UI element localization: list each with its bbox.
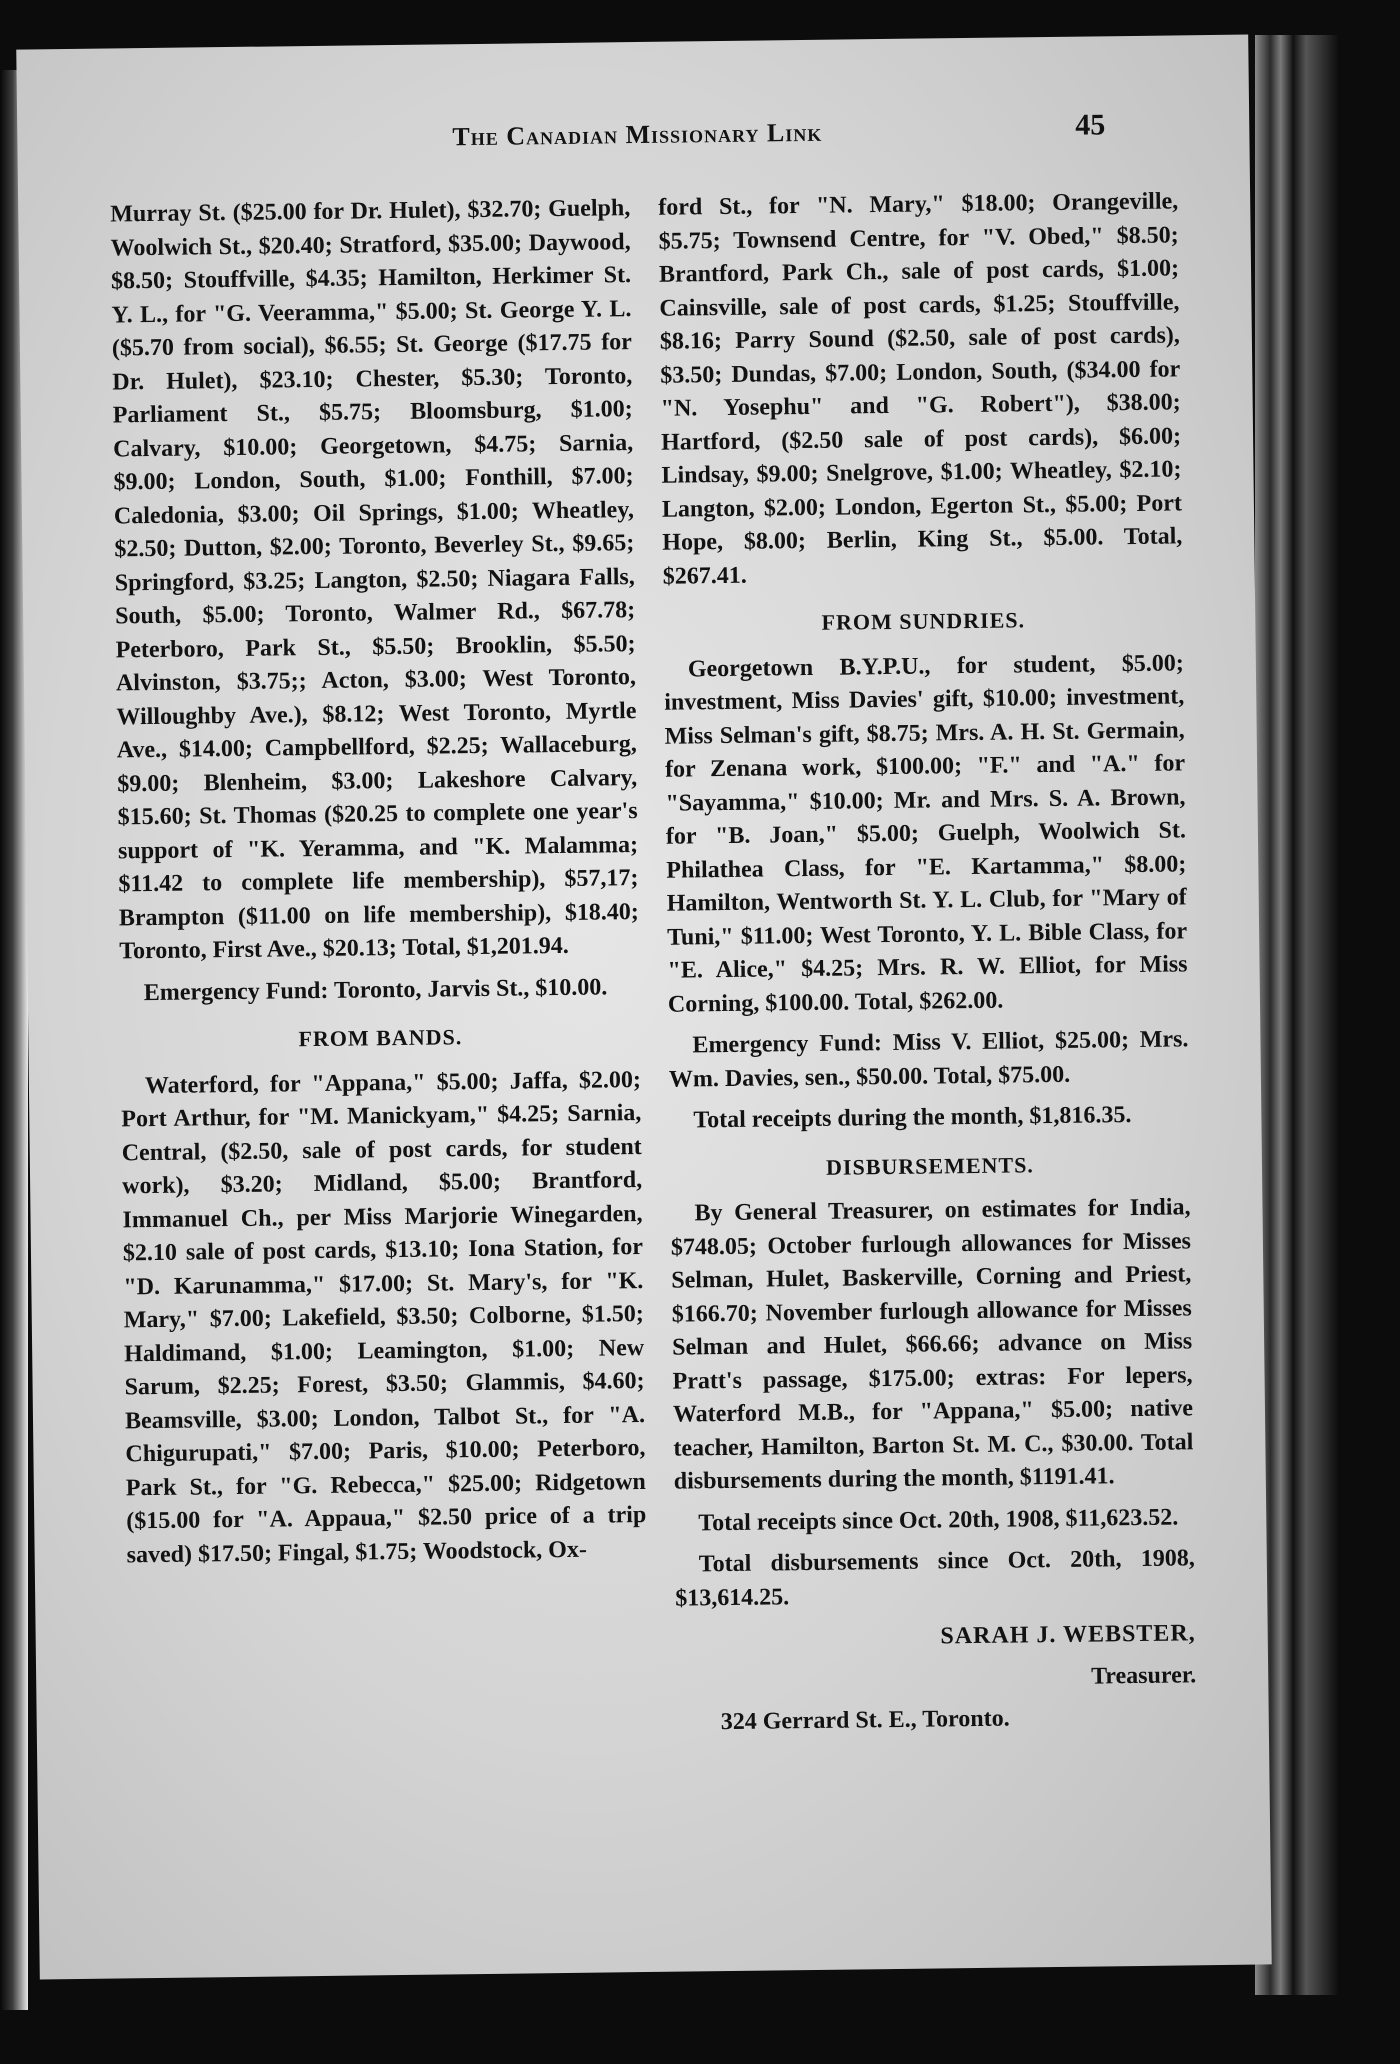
sundries-emergency-paragraph: Emergency Fund: Miss V. Elliot, $25.00; Mrs. Wm. Davies, sen., $50.00. Total, $75.00. — [668, 1026, 1189, 1093]
total-disbursements-since: Total disbursements since Oct. 20th, 1908, $13,614.25. — [675, 1545, 1195, 1612]
disbursements-heading: DISBURSEMENTS. — [825, 1151, 1034, 1180]
bands-continued-paragraph: ford St., for "N. Mary," $18.00; Orangeville, $5.75; Townsend Centre, for "V. Obed," $8.50; Brantford, Park Ch., sale of post cards, $1.00; Cainsville, sale of post cards, $1.25; Stouffville, $8.16; Parry Sound ($2.50, sale of post cards), $3.50; Dundas, $7.00; London, South, ($34.00 for "N. Yosephu" and "G. Robert"), $38.00; Hartford, ($2.50 sale of post cards), $6.00; Lindsay, $9.00; Snelgrove, $1.00; Wheatley, $2.10; Langton, $2.00; London, Egerton St., $5.00; Port Hope, $8.00; Berlin, King St., $5.00. Total, $267.41. — [658, 188, 1183, 590]
bands-paragraph: Waterford, for "Appana," $5.00; Jaffa, $2.00; Port Arthur, for "M. Manickyam," $4.25; Sarnia, Central, ($2.50, sale of post cards, for student work), $3.20; Midland, $5.00; Brantford, Immanuel Ch., per Miss Marjorie Winegarden, $2.10 sale of post cards, $13.10; Iona Station, for "D. Karunamma," $17.00; St. Mary's, for "K. Mary," $7.00; Lakefield, $3.50; Colborne, $1.50; Haldimand, $1.00; Leamington, $1.00; New Sarum, $2.25; Forest, $3.50; Glammis, $4.60; Beamsville, $3.00; London, Talbot St., for "A. Chigurupati," $7.00; Paris, $10.00; Peterboro, Park St., for "G. Rebecca," $25.00; Ridgetown ($15.00 for "A. Appaua," $2.50 price of a trip saved) $17.50; Fingal, $1.75; Woodstock, Ox- — [121, 1066, 647, 1568]
bands-heading: FROM BANDS. — [298, 1024, 463, 1052]
page-header — [17, 108, 1249, 168]
left-column — [110, 192, 647, 1580]
total-receipts-month: Total receipts during the month, $1,816.35. — [693, 1102, 1132, 1134]
right-column — [658, 185, 1197, 1748]
running-title: The Canadian Missionary Link — [452, 117, 823, 152]
total-receipts-since: Total receipts since Oct. 20th, 1908, $11,623.52. — [698, 1504, 1179, 1536]
emergency-fund-paragraph: Emergency Fund: Toronto, Jarvis St., $10.00. — [143, 973, 608, 1006]
sundries-heading: FROM SUNDRIES. — [821, 607, 1026, 635]
signature-title: Treasurer. — [1090, 1661, 1197, 1690]
signature-name: SARAH J. WEBSTER, — [940, 1620, 1196, 1650]
receipts-list-paragraph: Murray St. ($25.00 for Dr. Hulet), $32.70; Guelph, Woolwich St., $20.40; Stratford, $35.00; Daywood, $8.50; Stouffville, $4.35; Hamilton, Herkimer St. Y. L., for "G. Veeramma," $5.00; St. George Y. L. ($5.70 from social), $6.55; St. George ($17.75 for Dr. Hulet), $23.10; Chester, $5.30; Toronto, Parliament St., $5.75; Bloomsburg, $1.00; Calvary, $10.00; Georgetown, $4.75; Sarnia, $9.00; London, South, $1.00; Fonthill, $7.00; Caledonia, $3.00; Oil Springs, $1.00; Wheatley, $2.50; Dutton, $2.00; Toronto, Beverley St., $9.65; Springford, $3.25; Langton, $2.50; Niagara Falls, South, $5.00; Toronto, Walmer Rd., $67.78; Peterboro, Park St., $5.50; Brooklin, $5.50; Alvinston, $3.75;; Acton, $3.00; West Toronto, Willoughby Ave.), $8.12; West Toronto, Myrtle Ave., $14.00; Campbellford, $2.25; Wallaceburg, $9.00; Blenheim, $3.00; Lakeshore Calvary, $15.60; St. Thomas ($20.25 to complete one year's support of "K. Yeramma, and "K. Malamma; $11.42 to complete life membership), $57,17; Brampton ($11.00 on life membership), $18.40; Toronto, First Ave., $20.13; Total, $1,201.94. — [110, 195, 639, 965]
treasurer-address: 324 Gerrard St. E., Toronto. — [720, 1705, 1010, 1736]
sundries-paragraph: Georgetown B.Y.P.U., for student, $5.00; investment, Miss Davies' gift, $10.00; investment, Miss Selman's gift, $8.75; Mrs. A. H. St. Germain, for Zenana work, $100.00; "F." and "A." for "Sayamma," $10.00; Mr. and Mrs. S. A. Brown, for "B. Joan," $5.00; Guelph, Woolwich St. Philathea Class, for "E. Kartamma," $8.00; Hamilton, Wentworth St. Y. L. Club, for "Mary of Tuni," $11.00; West Toronto, Y. L. Bible Class, for "E. Alice," $4.25; Mrs. R. W. Elliot, for Miss Corning, $100.00. Total, $262.00. — [664, 649, 1188, 1018]
disbursements-paragraph: By General Treasurer, on estimates for India, $748.05; October furlough allowances for Misses Selman, Hulet, Baskerville, Corning and Priest, $166.70; November furlough allowance for Misses Selman and Hulet, $66.66; advance on Miss Pratt's passage, $175.00; extras: For lepers, Waterford M.B., for "Appana," $5.00; native teacher, Hamilton, Barton St. M. C., $30.00. Total disbursements during the month, $1191.41. — [670, 1194, 1194, 1495]
page-number: 45 — [1075, 108, 1106, 142]
scanned-page — [16, 35, 1271, 1980]
